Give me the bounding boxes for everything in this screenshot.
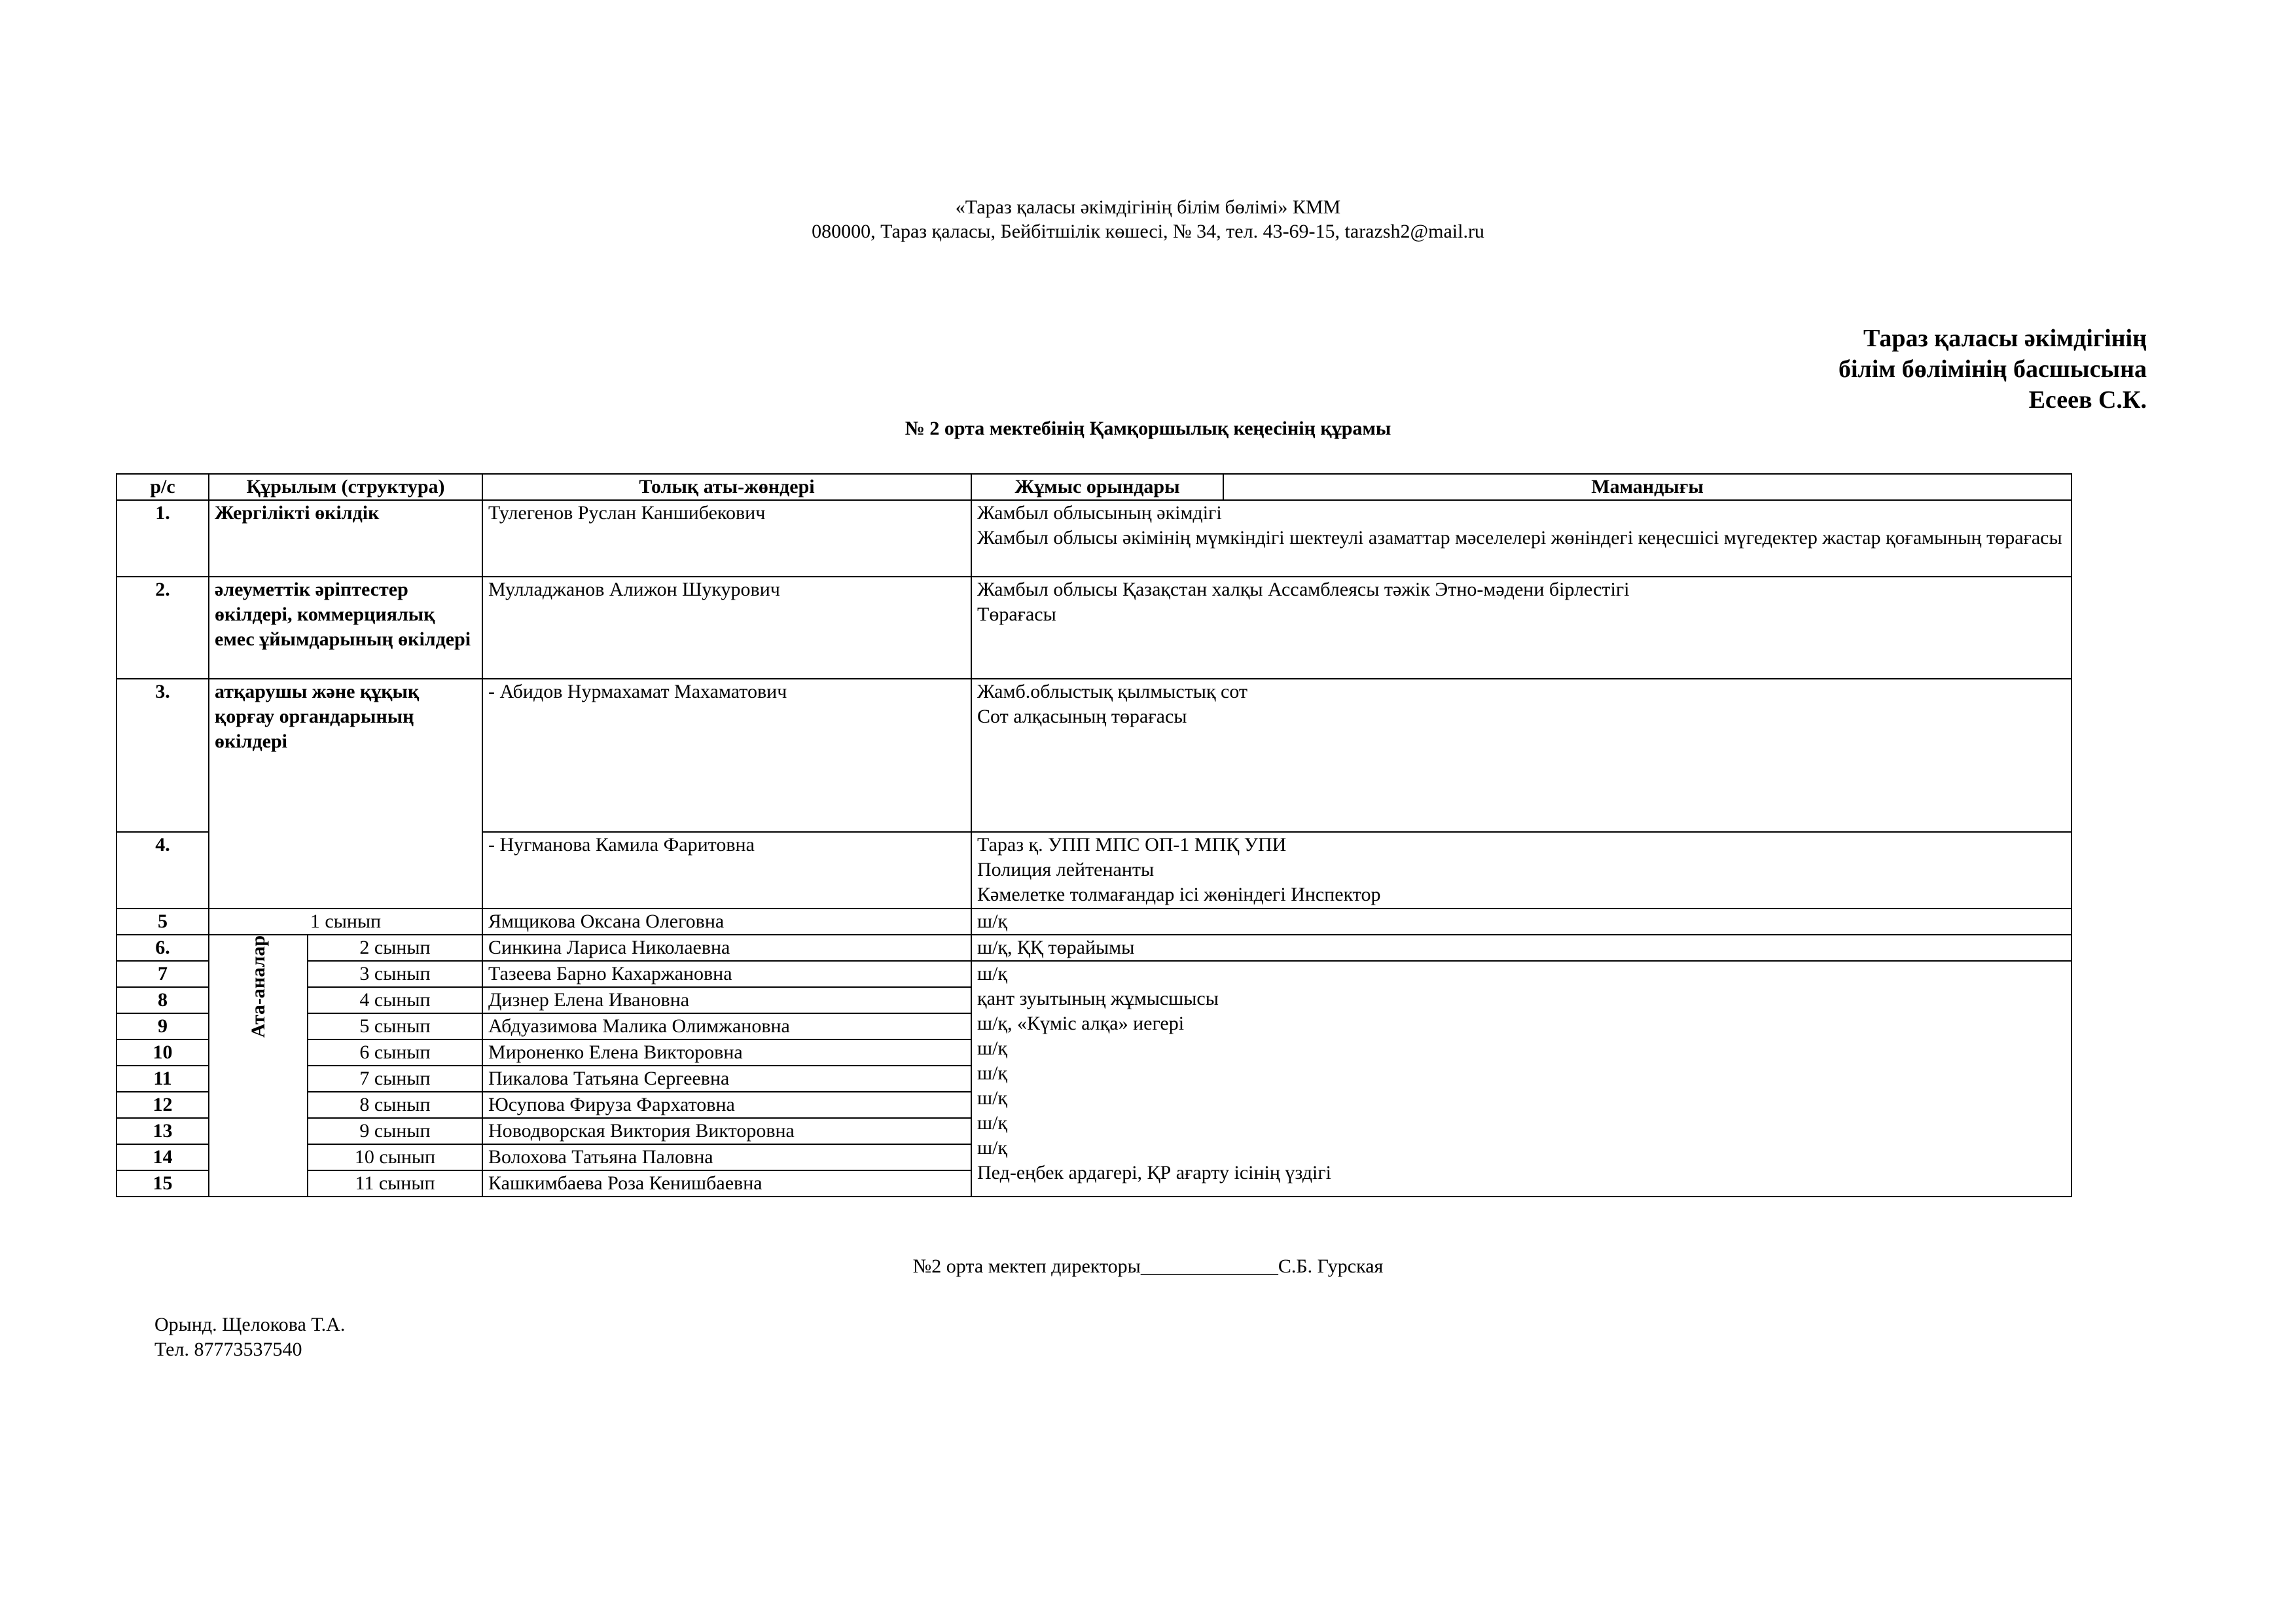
row-number: 12 [117, 1092, 209, 1118]
executor-phone: Тел. 87773537540 [154, 1339, 302, 1360]
row-structure: әлеуметтік әріптестер өкілдері, коммерциялық емес ұйымдарының өкілдері [209, 577, 482, 679]
organization-header [0, 195, 2296, 244]
row-full-name: Абдуазимова Малика Олимжановна [482, 1013, 971, 1039]
row-work-info: Жамбыл облысы Қазақстан халқы Ассамблеясы тәжік Этно-мәдени бірлестігі Төрағасы [971, 577, 2072, 679]
table-row [117, 961, 2072, 987]
table-row [117, 679, 2072, 832]
row-work-info: Тараз қ. УПП МПС ОП-1 МПҚ УПИ Полиция лейтенанты Кәмелетке толмағандар ісі жөніндегі Инспектор [971, 832, 2072, 909]
row-full-name: Синкина Лариса Николаевна [482, 935, 971, 961]
council-composition-table [116, 473, 2072, 1197]
director-signature: №2 орта мектеп директоры______________С.Б. Гурская [912, 1255, 1384, 1277]
row-full-name: Мулладжанов Алижон Шукурович [482, 577, 971, 679]
row-class: 9 сынып [308, 1118, 482, 1144]
header-name: Толық аты-жөндері [482, 474, 971, 500]
row-number: 6. [117, 935, 209, 961]
row-class: 4 сынып [308, 987, 482, 1013]
row-class: 6 сынып [308, 1039, 482, 1066]
row-full-name: Мироненко Елена Викторовна [482, 1039, 971, 1066]
row-number: 9 [117, 1013, 209, 1039]
row-number: 2. [117, 577, 209, 679]
header-structure: Құрылым (структура) [209, 474, 482, 500]
organization-address: 080000, Тараз қаласы, Бейбітшілік көшесі, № 34, тел. 43-69-15, tarazsh2@mail.ru [812, 221, 1484, 242]
row-full-name: Дизнер Елена Ивановна [482, 987, 971, 1013]
row-class: 2 сынып [308, 935, 482, 961]
addressee-line-2: білім бөлімінің басшысына [1838, 355, 2147, 383]
row-class: 1 сынып [209, 909, 482, 935]
header-profession: Мамандығы [1223, 474, 2072, 500]
row-number: 10 [117, 1039, 209, 1066]
row-full-name: Пикалова Татьяна Сергеевна [482, 1066, 971, 1092]
row-class: 7 сынып [308, 1066, 482, 1092]
row-full-name: - Нугманова Камила Фаритовна [482, 832, 971, 909]
document-title: № 2 орта мектебінің Қамқоршылық кеңесінің құрамы [905, 418, 1391, 439]
row-number: 7 [117, 961, 209, 987]
table-row [117, 909, 2072, 935]
table-header-row [117, 474, 2072, 500]
header-workplace: Жұмыс орындары [971, 474, 1223, 500]
row-full-name: Ямщикова Оксана Олеговна [482, 909, 971, 935]
row-number: 3. [117, 679, 209, 832]
row-number: 11 [117, 1066, 209, 1092]
row-number: 5 [117, 909, 209, 935]
row-full-name: Кашкимбаева Роза Кенишбаевна [482, 1170, 971, 1197]
row-class: 11 сынып [308, 1170, 482, 1197]
addressee-block [1839, 323, 2147, 416]
row-number: 13 [117, 1118, 209, 1144]
row-class: 10 сынып [308, 1144, 482, 1170]
executor-block [154, 1312, 345, 1362]
row-work-info: ш/қ [971, 909, 2072, 935]
row-structure: Жергілікті өкілдік [209, 500, 482, 577]
row-number: 14 [117, 1144, 209, 1170]
row-full-name: Тазеева Барно Кахаржановна [482, 961, 971, 987]
row-structure: атқарушы және құқық қорғау органдарының өкілдері [209, 679, 482, 909]
row-work-info: ш/қ, ҚҚ төрайымы [971, 935, 2072, 961]
addressee-line-3: Есеев С.К. [2028, 386, 2147, 414]
row-number: 1. [117, 500, 209, 577]
executor-name: Орынд. Щелокова Т.А. [154, 1314, 346, 1335]
row-full-name: Тулегенов Руслан Каншибекович [482, 500, 971, 577]
row-class: 8 сынып [308, 1092, 482, 1118]
table-row [117, 935, 2072, 961]
table-row [117, 500, 2072, 577]
row-number: 15 [117, 1170, 209, 1197]
organization-name: «Тараз қаласы әкімдігінің білім бөлімі» КММ [955, 196, 1341, 218]
row-full-name: - Абидов Нурмахамат Махаматович [482, 679, 971, 832]
row-work-info: Жамб.облыстық қылмыстық сот Сот алқасының төрағасы [971, 679, 2072, 832]
header-num: р/с [117, 474, 209, 500]
row-number: 8 [117, 987, 209, 1013]
row-work-info: Жамбыл облысының әкімдігі Жамбыл облысы әкімінің мүмкіндігі шектеулі азаматтар мәселелері жөніндегі кеңесшісі мүгедектер жастар қоғамының төрағасы [971, 500, 2072, 577]
row-full-name: Юсупова Фируза Фархатовна [482, 1092, 971, 1118]
row-full-name: Новодворская Виктория Викторовна [482, 1118, 971, 1144]
parents-group-label [209, 935, 308, 1197]
addressee-line-1: Тараз қаласы әкімдігінің [1863, 325, 2147, 352]
row-number: 4. [117, 832, 209, 909]
parents-work-info: ш/қ қант зуытының жұмысшысы ш/қ, «Күміс алқа» иегері ш/қ ш/қ ш/қ ш/қ ш/қ Пед-еңбек ардагері, ҚР ағарту ісінің үздігі [971, 961, 2072, 1197]
table-row [117, 577, 2072, 679]
row-class: 3 сынып [308, 961, 482, 987]
row-full-name: Волохова Татьяна Паловна [482, 1144, 971, 1170]
row-class: 5 сынып [308, 1013, 482, 1039]
parents-group-text: Ата-аналар [247, 935, 269, 1038]
